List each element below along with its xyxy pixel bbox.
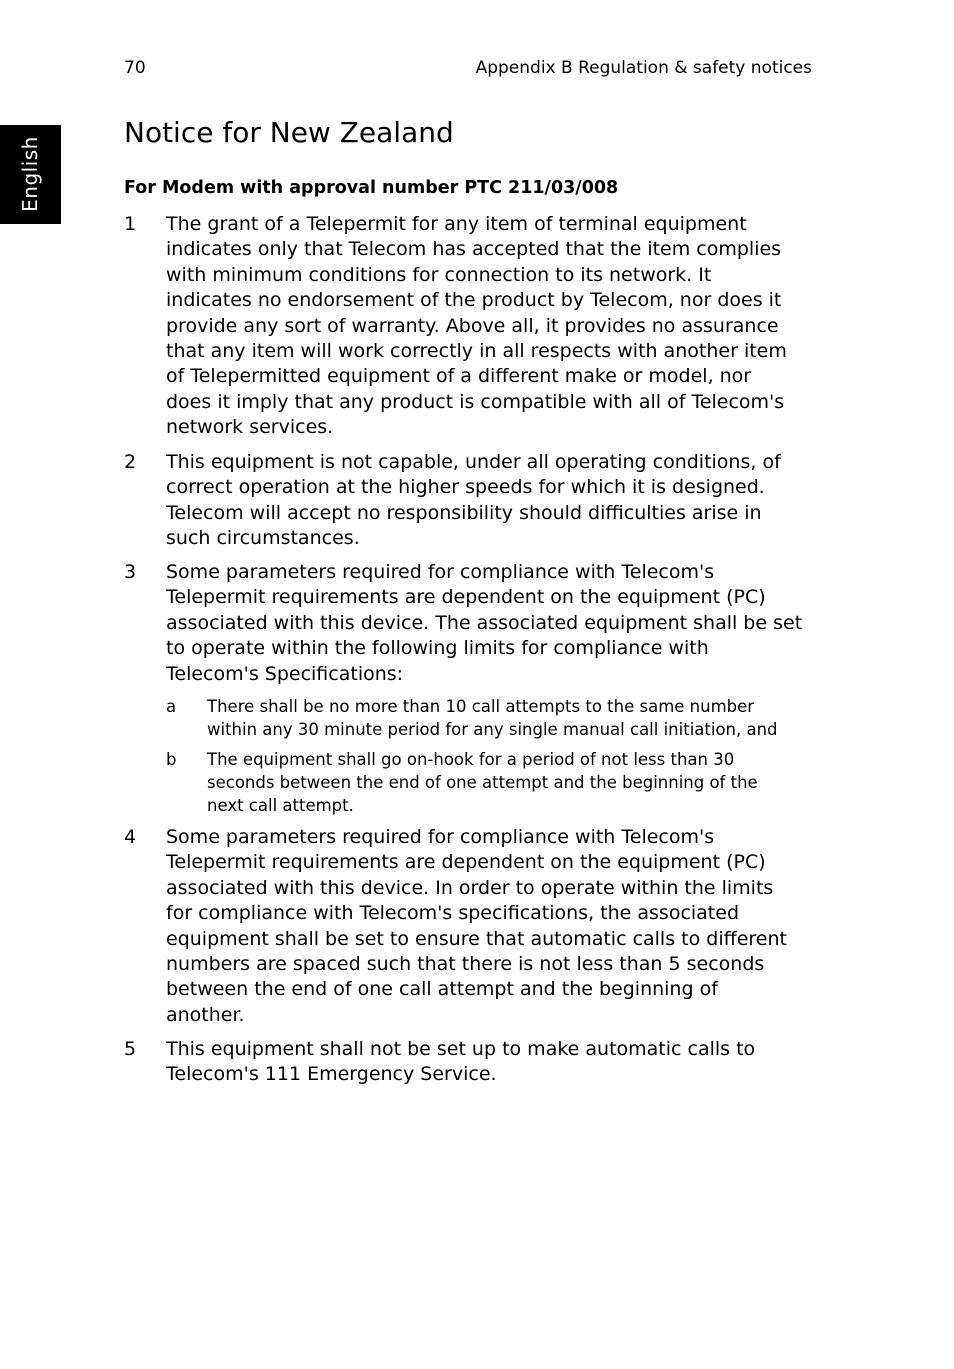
list-item-text: This equipment shall not be set up to make automatic calls to Telecom's 111 Emergency Service. [166, 1038, 756, 1086]
sub-list-item [166, 748, 816, 817]
language-side-tab [0, 125, 61, 224]
section-title: Notice for New Zealand [124, 116, 454, 149]
running-header: Appendix B Regulation & safety notices [475, 58, 812, 78]
list-item [124, 450, 814, 552]
sub-list-item-text: There shall be no more than 10 call attempts to the same number within any 30 minute period for any single manual call initiation, and [207, 697, 778, 739]
list-item-number: 1 [124, 213, 137, 235]
list-item-number: 3 [124, 561, 137, 583]
list-item-text: Some parameters required for compliance with Telecom's Telepermit requirements are dependent on the equipment (PC) associated with this device. In order to operate within the limits for compliance with Telecom's specifications, the associated equipment shall be set to ensure that automatic calls to different numbers are spaced such that there is not less than 5 seconds between the end of one call attempt and the beginning of another. [166, 826, 787, 1026]
list-item-text: The grant of a Telepermit for any item of terminal equipment indicates only that Telecom has accepted that the item complies with minimum conditions for connection to its network. It indicates no endorsement of the product by Telecom, nor does it provide any sort of warranty. Above all, it provides no assurance that any item will work correctly in all respects with another item of Telepermitted equipment of a different make or model, nor does it imply that any product is compatible with all of Telecom's network services. [166, 213, 787, 439]
list-item [124, 560, 814, 687]
list-item [124, 1037, 814, 1088]
sub-list-item-text: The equipment shall go on-hook for a period of not less than 30 seconds between the end of one attempt and the beginning of the next call attempt. [207, 750, 758, 815]
list-item-number: 2 [124, 451, 137, 473]
list-item-number: 4 [124, 826, 137, 848]
sub-list-item-letter: a [166, 697, 177, 716]
side-tab-label: English [18, 136, 42, 212]
list-item [124, 825, 814, 1028]
list-item [124, 212, 814, 441]
section-subheading: For Modem with approval number PTC 211/03/008 [124, 178, 619, 198]
sub-list-item-letter: b [166, 750, 177, 769]
list-item-text: This equipment is not capable, under all operating conditions, of correct operation at the higher speeds for which it is designed. Telecom will accept no responsibility should difficulties arise in such circumstances. [166, 451, 781, 550]
list-item-number: 5 [124, 1038, 137, 1060]
list-item-text: Some parameters required for compliance with Telecom's Telepermit requirements are dependent on the equipment (PC) associated with this device. The associated equipment shall be set to operate within the following limits for compliance with Telecom's Specifications: [166, 561, 803, 685]
sub-list-item [166, 695, 816, 741]
page-number: 70 [124, 58, 146, 78]
